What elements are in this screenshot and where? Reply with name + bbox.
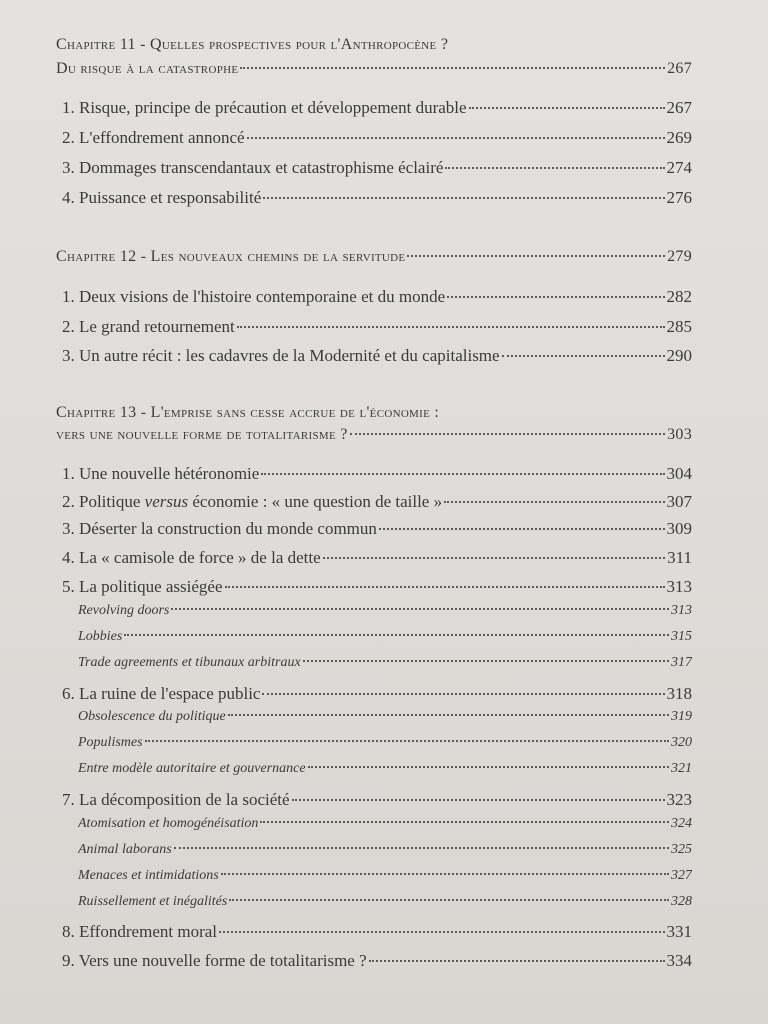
dot-leader — [221, 873, 669, 875]
dot-leader — [225, 586, 665, 588]
page-number: 334 — [666, 951, 692, 970]
entry-label: 2. L'effondrement annoncé — [62, 128, 245, 147]
page-number: 319 — [671, 709, 692, 724]
chapter-13-title: Chapitre 13 - L'emprise sans cesse accrue de l'économie : — [56, 404, 440, 421]
dot-leader — [124, 634, 669, 636]
toc-entry — [0, 346, 768, 372]
chapter-11-entry — [0, 60, 768, 86]
toc-subentry — [0, 709, 768, 735]
toc-entry — [0, 922, 768, 948]
dot-leader — [469, 107, 665, 109]
toc-subentry — [0, 816, 768, 842]
chapter-12-title: Chapitre 12 - Les nouveaux chemins de la servitude — [56, 248, 406, 265]
dot-leader — [229, 899, 669, 901]
dot-leader — [145, 740, 669, 742]
toc-subentry — [0, 842, 768, 868]
chapter-13-subtitle: vers une nouvelle forme de totalitarisme ? — [56, 426, 348, 443]
entry-label: 3. Un autre récit : les cadavres de la Modernité et du capitalisme — [62, 346, 500, 365]
page-number: 309 — [666, 519, 692, 538]
page-number: 313 — [666, 577, 692, 596]
dot-leader — [447, 296, 664, 298]
toc-subentry — [0, 894, 768, 920]
page-number: 276 — [666, 188, 692, 207]
entry-label: 5. La politique assiégée — [62, 577, 223, 596]
entry-label: 9. Vers une nouvelle forme de totalitarisme ? — [62, 951, 367, 970]
entry-label: Animal laborans — [78, 842, 172, 857]
page-number: 315 — [671, 629, 692, 644]
entry-label: Menaces et intimidations — [78, 868, 219, 883]
page-number: 304 — [666, 464, 692, 483]
dot-leader — [247, 137, 665, 139]
dot-leader — [261, 473, 664, 475]
page-number: 325 — [671, 842, 692, 857]
page-number: 327 — [671, 868, 692, 883]
page-number: 307 — [666, 492, 692, 511]
dot-leader — [263, 197, 664, 199]
page-number: 323 — [666, 790, 692, 809]
dot-leader — [379, 528, 665, 530]
toc-entry — [0, 548, 768, 574]
page-number: 290 — [666, 346, 692, 365]
toc-entry — [0, 287, 768, 313]
entry-label: Trade agreements et tibunaux arbitraux — [78, 655, 301, 670]
toc-entry — [0, 158, 768, 184]
page-number: 279 — [667, 248, 692, 265]
toc-entry — [0, 128, 768, 154]
toc-subentry — [0, 655, 768, 681]
dot-leader — [219, 931, 664, 933]
dot-leader — [323, 557, 665, 559]
page-number: 267 — [667, 60, 692, 77]
page-number: 285 — [666, 317, 692, 336]
dot-leader — [292, 799, 665, 801]
dot-leader — [240, 67, 665, 69]
dot-leader — [502, 355, 665, 357]
toc-subentry — [0, 735, 768, 761]
page-number: 317 — [671, 655, 692, 670]
dot-leader — [262, 693, 664, 695]
entry-label: Populismes — [78, 735, 143, 750]
dot-leader — [308, 766, 669, 768]
page-number: 328 — [671, 894, 692, 909]
toc-subentry — [0, 868, 768, 894]
page-number: 269 — [666, 128, 692, 147]
entry-label: 3. Déserter la construction du monde commun — [62, 519, 377, 538]
entry-label: 1. Deux visions de l'histoire contemporaine et du monde — [62, 287, 446, 306]
entry-label: 8. Effondrement moral — [62, 922, 218, 941]
page-number: 267 — [666, 98, 692, 117]
dot-leader — [444, 501, 664, 503]
chapter-13-entry — [0, 426, 768, 452]
dot-leader — [303, 660, 669, 662]
entry-label: Ruissellement et inégalités — [78, 894, 228, 909]
entry-label: Atomisation et homogénéisation — [78, 816, 259, 831]
dot-leader — [228, 714, 669, 716]
page-number: 321 — [671, 761, 692, 776]
dot-leader — [171, 608, 669, 610]
entry-label: 4. Puissance et responsabilité — [62, 188, 262, 207]
entry-label: 3. Dommages transcendantaux et catastrophisme éclairé — [62, 158, 444, 177]
entry-label: 1. Risque, principe de précaution et développement durable — [62, 98, 467, 117]
dot-leader — [260, 821, 669, 823]
page-number: 318 — [666, 684, 692, 703]
toc-entry — [0, 464, 768, 490]
toc-entry — [0, 492, 768, 518]
page-number: 282 — [666, 287, 692, 306]
entry-label: 2. Le grand retournement — [62, 317, 235, 336]
entry-label: Lobbies — [78, 629, 123, 644]
entry-label: Revolving doors — [78, 603, 170, 618]
toc-entry — [0, 951, 768, 977]
toc-entry — [0, 577, 768, 603]
entry-label: 4. La « camisole de force » de la dette — [62, 548, 321, 567]
chapter-12-entry — [0, 248, 768, 274]
page-number: 311 — [667, 548, 692, 567]
dot-leader — [369, 960, 665, 962]
chapter-11-title: Chapitre 11 - Quelles prospectives pour l'Anthropocène ? — [56, 36, 449, 53]
page-number: 331 — [666, 922, 692, 941]
page-number: 274 — [666, 158, 692, 177]
page-number: 324 — [671, 816, 692, 831]
page-number: 320 — [671, 735, 692, 750]
toc-subentry — [0, 629, 768, 655]
dot-leader — [174, 847, 669, 849]
dot-leader — [407, 255, 665, 257]
dot-leader — [350, 433, 665, 435]
toc-subentry — [0, 603, 768, 629]
toc-entry — [0, 317, 768, 343]
toc-subentry — [0, 761, 768, 787]
toc-entry — [0, 188, 768, 214]
entry-label: 7. La décomposition de la société — [62, 790, 290, 809]
toc-entry — [0, 684, 768, 710]
page-number: 313 — [671, 603, 692, 618]
toc-entry — [0, 98, 768, 124]
chapter-11-subtitle: Du risque à la catastrophe — [56, 60, 239, 77]
entry-label: 1. Une nouvelle hétéronomie — [62, 464, 260, 483]
toc-entry — [0, 519, 768, 545]
toc-entry — [0, 790, 768, 816]
dot-leader — [445, 167, 664, 169]
entry-label: 2. Politique versus économie : « une question de taille » — [62, 492, 443, 511]
dot-leader — [237, 326, 665, 328]
entry-label: Entre modèle autoritaire et gouvernance — [78, 761, 306, 776]
entry-label: 6. La ruine de l'espace public — [62, 684, 261, 703]
page-number: 303 — [667, 426, 692, 443]
entry-label: Obsolescence du politique — [78, 709, 226, 724]
